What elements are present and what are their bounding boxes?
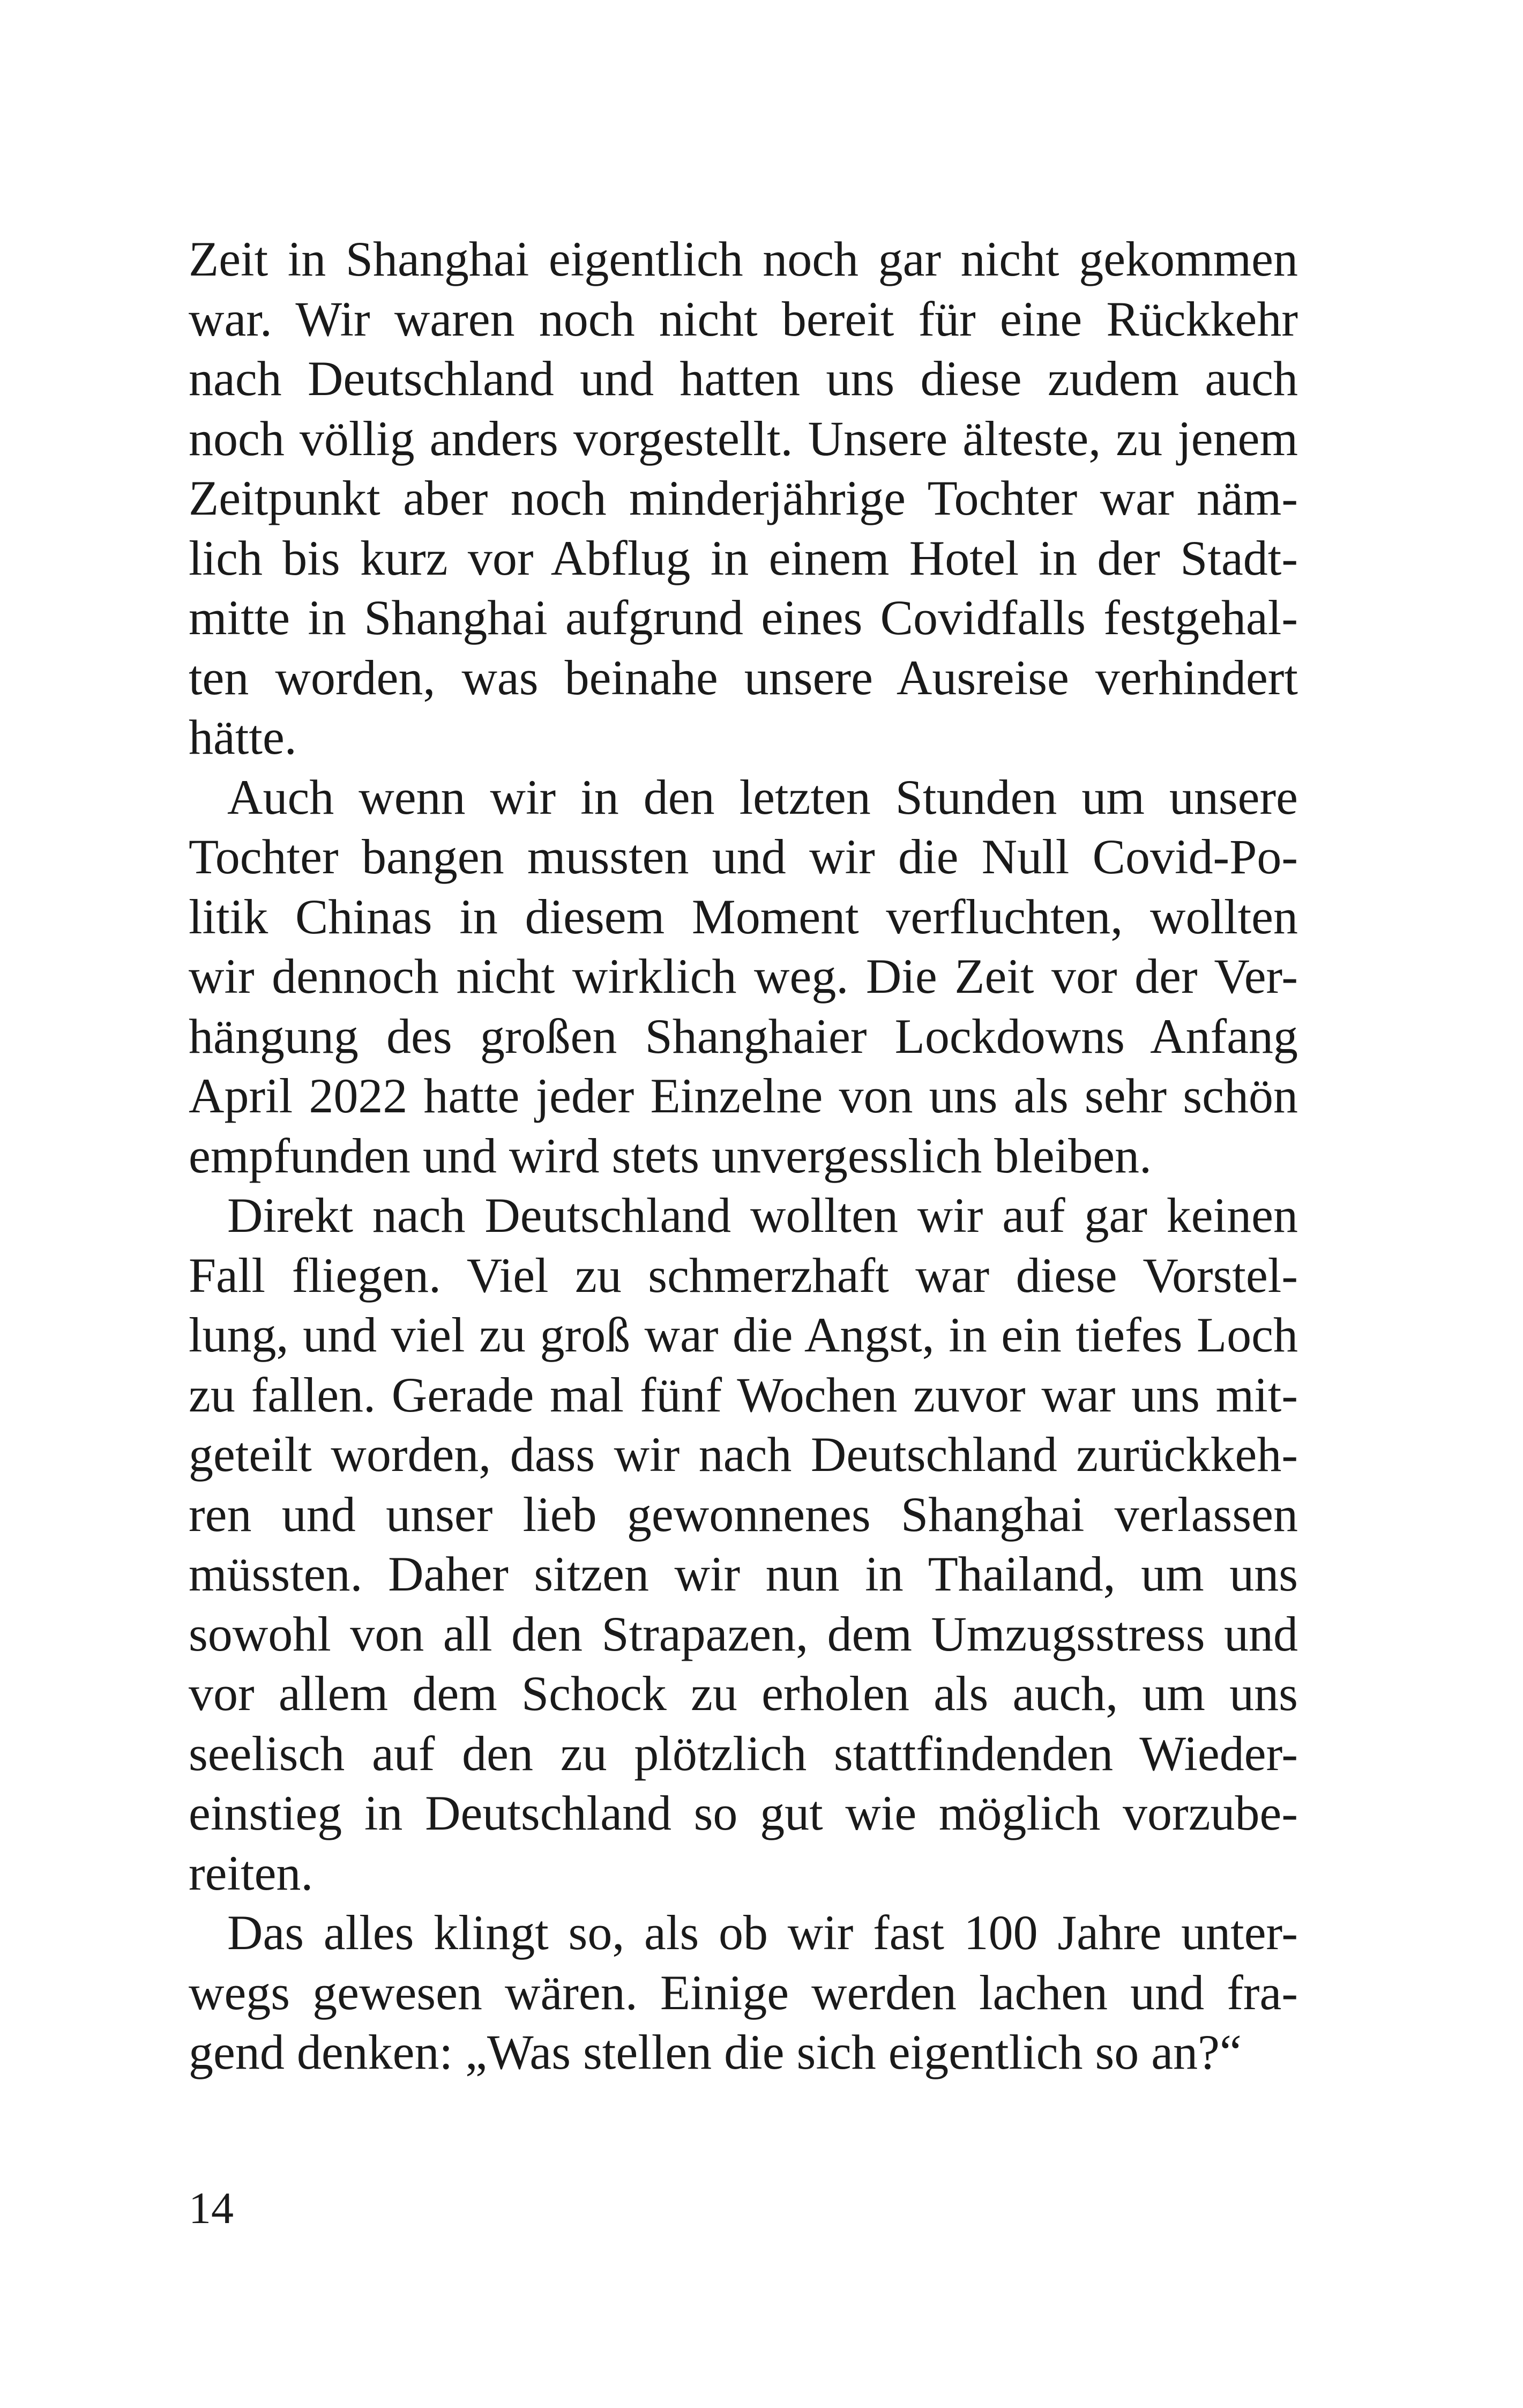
text-line: litik Chinas in diesem Moment verfluchten, wollten [189,889,1298,944]
text-line: sowohl von all den Strapazen, dem Umzugsstress und [189,1606,1298,1661]
paragraph-1 [189,229,1298,768]
text-line: Fall fliegen. Viel zu schmerzhaft war diese Vorstel- [189,1247,1298,1303]
text-line: war. Wir waren noch nicht bereit für eine Rückkehr [189,291,1298,346]
text-line: Auch wenn wir in den letzten Stunden um unsere [227,769,1298,824]
text-line: nach Deutschland und hatten uns diese zudem auch [189,351,1298,406]
text-line: wir dennoch nicht wirklich weg. Die Zeit vor der Ver- [189,949,1298,1004]
text-line: zu fallen. Gerade mal fünf Wochen zuvor war uns mit- [189,1367,1298,1422]
text-line: lung, und viel zu groß war die Angst, in ein tiefes Loch [189,1307,1298,1362]
text-line: noch völlig anders vorgestellt. Unsere älteste, zu jenem [189,411,1298,466]
text-line: hängung des großen Shanghaier Lockdowns Anfang [189,1008,1298,1064]
text-line: ren und unser lieb gewonnenes Shanghai verlassen [189,1487,1298,1542]
text-line: müssten. Daher sitzen wir nun in Thailand, um uns [189,1547,1298,1601]
text-line: Zeitpunkt aber noch minderjährige Tochter war näm- [189,471,1298,525]
text-line: vor allem dem Schock zu erholen als auch, um uns [189,1666,1298,1721]
text-line: empfunden und wird stets unvergesslich bleiben. [189,1128,1152,1183]
text-line: seelisch auf den zu plötzlich stattfindenden Wieder- [189,1726,1298,1781]
text-line: Das alles klingt so, als ob wir fast 100 Jahre unter- [227,1905,1298,1960]
text-line: geteilt worden, dass wir nach Deutschland zurückkeh- [189,1427,1298,1482]
paragraph-3 [189,1186,1298,1903]
text-line: hätte. [189,710,297,764]
paragraph-2 [189,768,1298,1186]
text-line: wegs gewesen wären. Einige werden lachen und fra- [189,1965,1298,2020]
text-line: Direkt nach Deutschland wollten wir auf gar keinen [227,1188,1298,1243]
text-line: Tochter bangen mussten und wir die Null Covid-Po- [189,829,1298,884]
text-line: reiten. [189,1845,313,1900]
page-number: 14 [189,2183,234,2233]
text-line: Zeit in Shanghai eigentlich noch gar nicht gekommen [189,232,1298,286]
paragraph-4 [189,1903,1298,2083]
text-line: ten worden, was beinahe unsere Ausreise verhindert [189,650,1298,705]
text-line: gend denken: „Was stellen die sich eigentlich so an?“ [189,2025,1242,2079]
text-line: mitte in Shanghai aufgrund eines Covidfalls festgehal- [189,590,1298,645]
text-line: einstieg in Deutschland so gut wie möglich vorzube- [189,1786,1298,1840]
body-text [189,229,1298,2083]
text-line: lich bis kurz vor Abflug in einem Hotel in der Stadt- [189,530,1298,585]
text-line: April 2022 hatte jeder Einzelne von uns als sehr schön [189,1068,1298,1123]
